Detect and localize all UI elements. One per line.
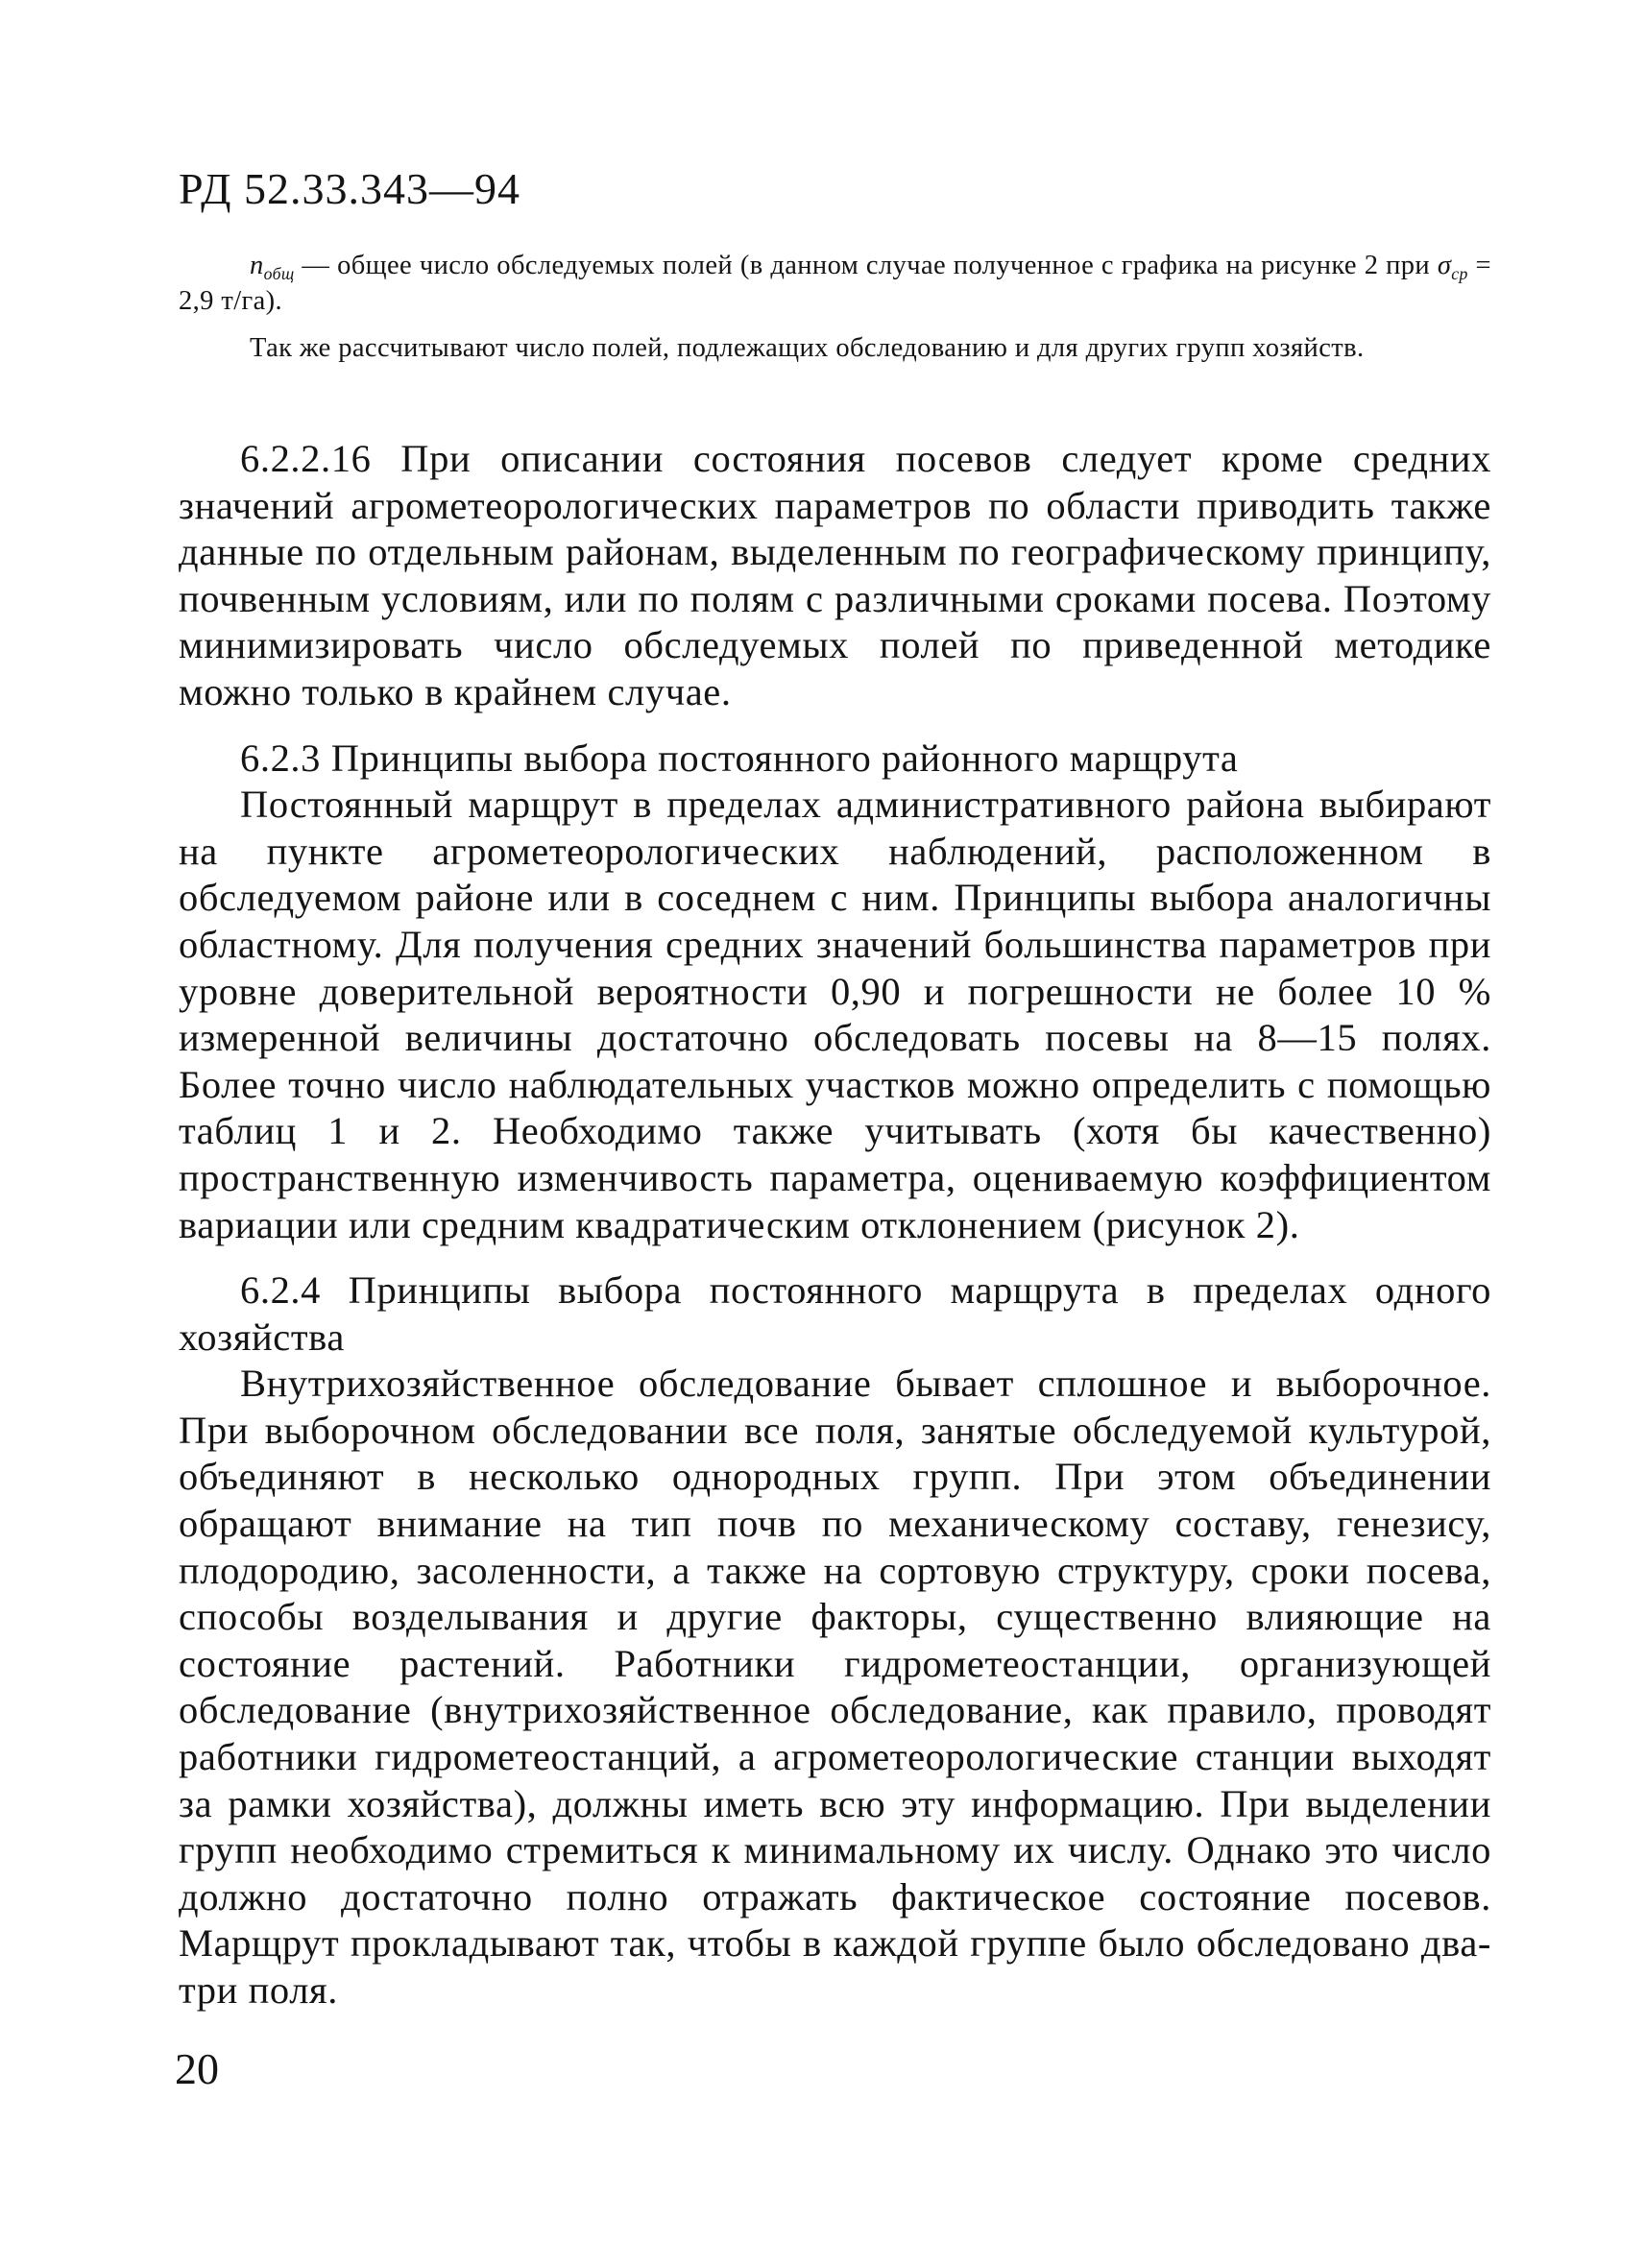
sigma-symbol: $\sigma_{ср}$	[1437, 251, 1468, 284]
page-number: 20	[175, 2044, 219, 2093]
variable-definition-value: = 2,9 т/га).	[179, 251, 1491, 316]
other-groups-note: Так же рассчитывают число полей, подлежащих обследованию и для других групп хозяйств.	[250, 333, 1365, 363]
paragraph-6-2-2-16: 6.2.2.16 При описании состояния посевов следует кроме средних значений агрометеорологических параметров по области приводить также данные по отдельным районам, выделенным по географическому принципу, почвенным условиям, или по полям с различными сроками посева. Поэтому минимизировать число обследуемых полей по приведенной методике можно только в крайнем случае.	[179, 437, 1491, 713]
variable-definition-text: — общее число обследуемых полей (в данном случае полученное с графика на рисунке 2 при	[294, 251, 1438, 280]
document-code: РД 52.33.343—94	[179, 164, 521, 213]
heading-6-2-3: 6.2.3 Принципы выбора постоянного районного марщрута	[240, 736, 1239, 780]
main-text	[179, 436, 1491, 2015]
paragraph-6-2-3: Постоянный марщрут в пределах административного района выбирают на пункте агрометеорологических наблюдений, расположенном в обследуемом районе или в соседнем с ним. Принципы выбора аналогичны областному. Для получения средних значений большинства параметров при уровне доверительной вероятности 0,90 и погрешности не более 10 % измеренной величины достаточно обследовать посевы на 8—15 полях. Более точно число наблюдательных участков можно определить с помощью таблиц 1 и 2. Необходимо также учитывать (хотя бы качественно) пространственную изменчивость параметра, оцениваемую коэффициентом вариации или средним квадратическим отклонением (рисунок 2).	[179, 783, 1491, 1246]
formula-notes	[179, 248, 1491, 377]
variable-symbol: $n_{общ}$	[250, 251, 295, 284]
paragraph-6-2-4: Внутрихозяйственное обследование бывает сплошное и выборочное. При выборочном обследовании все поля, занятые обследуемой культурой, объединяют в несколько однородных групп. При этом объединении обращают внимание на тип почв по механическому составу, генезису, плодородию, засоленности, а также на сортовую структуру, сроки посева, способы возделывания и другие факторы, существенно влияющие на состояние растений. Работники гидрометеостанции, организующей обследование (внутрихозяйственное обследование, как правило, проводят работники гидрометеостанций, а агрометеорологические станции выходят за рамки хозяйства), должны иметь всю эту информацию. При выделении групп необходимо стремиться к минимальному их числу. Однако это число должно достаточно полно отражать фактическое состояние посевов. Марщрут прокладывают так, чтобы в каждой группе было обследовано два-три поля.	[179, 1362, 1491, 2012]
variable-definition	[179, 248, 1491, 319]
heading-6-2-4: 6.2.4 Принципы выбора постоянного марщрута в пределах одного хозяйства	[179, 1268, 1491, 1359]
